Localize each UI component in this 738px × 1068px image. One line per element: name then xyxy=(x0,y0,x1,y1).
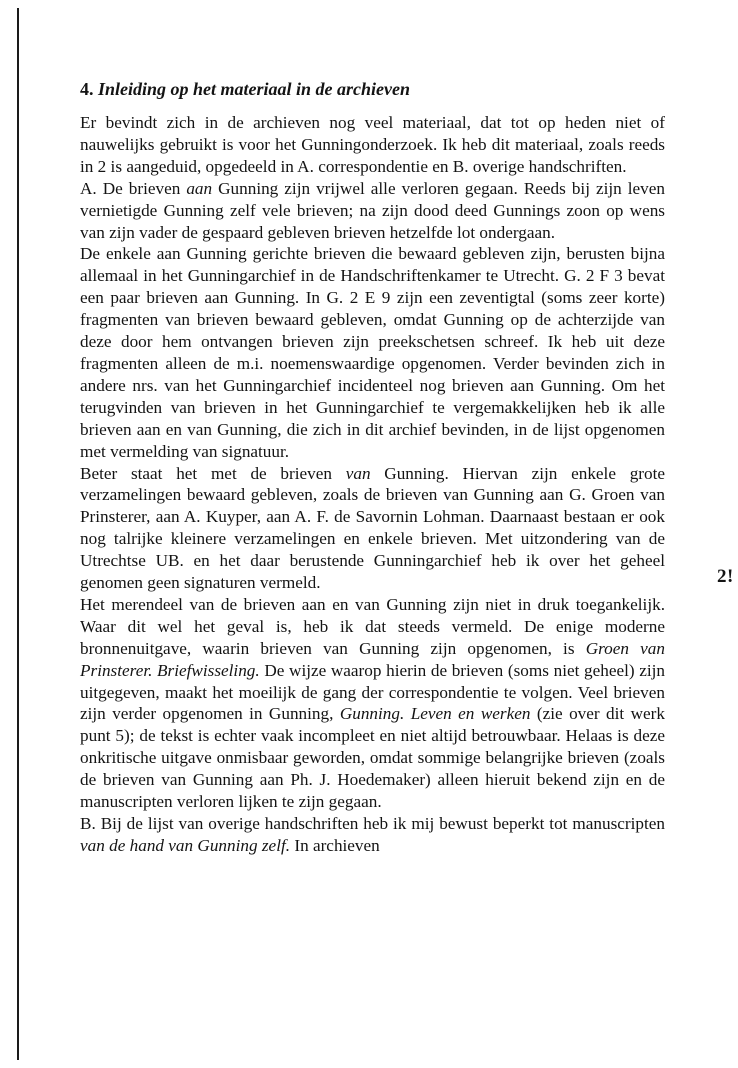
paragraph-6-text-a: B. Bij de lijst van overige handschriften heb ik mij bewust beperkt tot manuscripten xyxy=(80,814,665,833)
section-title: Inleiding op het materiaal in de archieven xyxy=(98,79,411,99)
paragraph-3: De enkele aan Gunning gerichte brieven die bewaard gebleven zijn, berusten bijna allemaal in het Gunningarchief in de Handschriftenkamer te Utrecht. G. 2 F 3 bevat een paar brieven aan Gunning. In G. 2 E 9 zijn een zeventigtal (soms zeer korte) fragmenten van brieven bewaard gebleven, omdat Gunning op de achterzijde van deze door hem ontvangen brieven zijn preekschetsen schreef. Ik heb uit deze fragmenten alleen de m.i. noemenswaardige opgenomen. Verder bevinden zich in andere nrs. van het Gunningarchief incidenteel nog brieven aan Gunning. Om het terugvinden van brieven in het Gunningarchief te vergemakkelijken heb ik alle brieven aan en van Gunning, die zich in dit archief bevinden, in de lijst opgenomen met vermelding van signatuur. xyxy=(80,244,665,461)
paragraph-5-text-b: De wijze waarop hierin de brieven (soms niet geheel) zijn uitgegeven, maakt het moeilijk de gang der correspondentie te volgen. Veel brieven zijn verder opgenomen in Gunning, xyxy=(80,660,665,724)
paragraph-2-text-b: Gunning zijn vrijwel alle verloren gegaan. Reeds bij zijn leven vernietigde Gunning zelf vele brieven; na zijn dood deed Gunnings zoon op wens van zijn vader de gespaard gebleven brieven hetzelfde lot ondergaan. xyxy=(80,178,665,242)
paragraph-5-text-c: (zie over dit werk punt 5); de tekst is echter vaak incompleet en niet altijd betrouwbaar. Helaas is deze onkritische uitgave onmisbaar geworden, omdat sommige belangrijke brieven (zoals de brieven van Gunning aan Ph. J. Hoedemaker) alleen hieruit bekend zijn en de manuscripten verloren lijken te zijn gegaan. xyxy=(80,704,665,812)
section-heading xyxy=(80,78,665,100)
paragraph-6-emphasis: van de hand van Gunning zelf. xyxy=(80,835,291,855)
page-number: 2! xyxy=(717,566,734,587)
paragraph-4-text-b: Gunning. Hiervan zijn enkele grote verzamelingen bewaard gebleven, zoals de brieven van Gunning aan G. Groen van Prinsterer, aan A. Kuyper, aan A. F. de Savornin Lohman. Daarnaast bestaan er ook nog talrijke kleinere verzamelingen en enkele brieven. Met uitzondering van de Utrechtse UB. en het daar berustende Gunningarchief heb ik over het geheel genomen geen signaturen vermeld. xyxy=(80,463,666,593)
paragraph-1: Er bevindt zich in de archieven nog veel materiaal, dat tot op heden niet of nauwelijks gebruikt is voor het Gunningonderzoek. Ik heb dit materiaal, zoals reeds in 2 is aangeduid, opgedeeld in A. correspondentie en B. overige handschriften. xyxy=(80,113,665,176)
scan-edge-line xyxy=(17,8,19,1060)
paragraph-6-text-b: In archieven xyxy=(290,835,380,855)
paragraph-4-emphasis: van xyxy=(345,463,371,483)
section-number: 4. xyxy=(80,79,94,99)
paragraph-6 xyxy=(80,813,665,857)
paragraph-4 xyxy=(80,463,665,594)
paragraph-5 xyxy=(80,594,665,813)
paragraph-5-text-a: Het merendeel van de brieven aan en van Gunning zijn niet in druk toegankelijk. Waar dit wel het geval is, heb ik dat steeds vermeld. De enige moderne bronnenuitgave, waarin brieven van Gunning zijn opgenomen, is xyxy=(80,594,665,658)
paragraph-2 xyxy=(80,178,665,244)
paragraph-2-text-a: A. De brieven xyxy=(80,178,187,198)
paragraph-5-book-title-1: Groen van Prinsterer. Briefwisseling. xyxy=(80,638,665,680)
paragraph-2-emphasis: aan xyxy=(186,178,213,198)
page-text-block xyxy=(80,78,665,857)
paragraph-4-text-a: Beter staat het met de brieven xyxy=(80,463,346,483)
paragraph-5-book-title-2: Gunning. Leven en werken xyxy=(339,704,531,724)
